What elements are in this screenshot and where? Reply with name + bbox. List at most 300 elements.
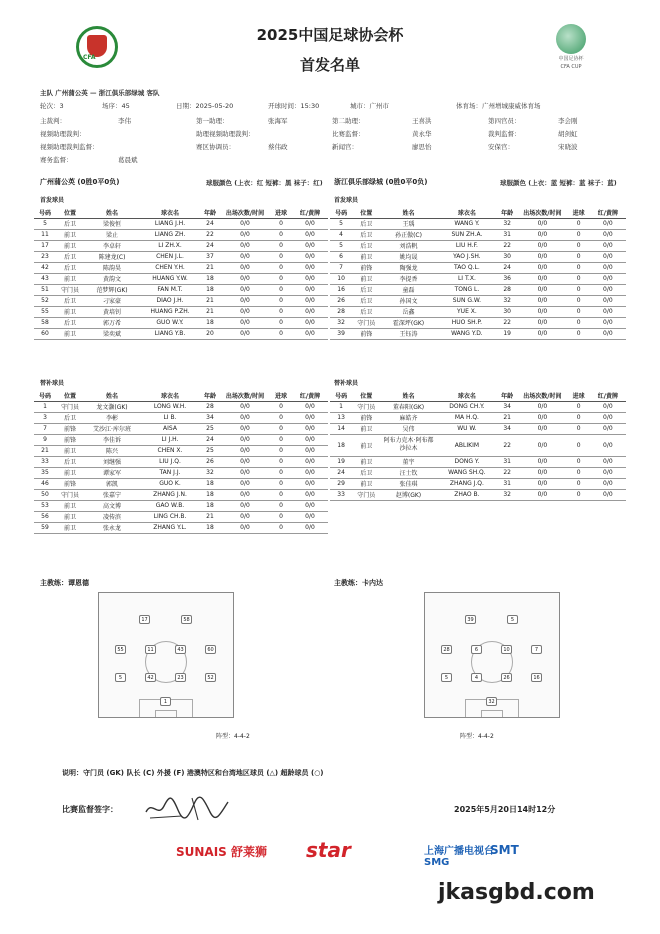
table-cell: 50 (34, 489, 56, 500)
player-shirt-icon: 16 (531, 673, 542, 682)
ref-assessor-label: 裁判监督： (488, 130, 521, 138)
player-shirt-icon: 60 (205, 645, 216, 654)
table-cell: 0/0 (517, 218, 567, 229)
match-ops: 葛晨斌 (118, 156, 138, 164)
table-cell: 24 (200, 240, 220, 251)
column-header: 位置 (352, 207, 380, 218)
table-cell: 黄韵文 (84, 273, 140, 284)
table-cell: 30 (497, 251, 517, 262)
table-cell: 0 (270, 262, 292, 273)
security-officer-label: 安保官： (488, 143, 514, 151)
table-cell: 刘继强 (84, 456, 140, 467)
table-cell: 4 (330, 229, 352, 240)
table-cell: 张嘉宁 (84, 489, 140, 500)
table-cell: 0 (270, 500, 292, 511)
table-cell: 前卫 (56, 445, 84, 456)
table-cell: 梁奕斌 (84, 328, 140, 339)
page-subtitle: 首发名单 (299, 56, 360, 74)
table-cell: 前卫 (56, 229, 84, 240)
table-cell: 22 (497, 317, 517, 328)
player-shirt-icon: 28 (441, 645, 452, 654)
table-row (330, 273, 626, 284)
ar1-label: 第一助理： (196, 117, 229, 125)
table-cell: 汪士钦 (380, 467, 436, 478)
table-cell: CHEN X. (140, 445, 200, 456)
table-cell: 后卫 (56, 412, 84, 423)
table-cell: 25 (200, 423, 220, 434)
table-cell: 21 (200, 262, 220, 273)
table-cell: 前锋 (352, 262, 380, 273)
table-cell: DONG CH.Y. (437, 401, 497, 412)
player-shirt-icon: 17 (139, 615, 150, 624)
table-row (34, 328, 328, 339)
table-cell: 刘浩帆 (380, 240, 436, 251)
fourth-official: 李会刚 (558, 117, 578, 125)
table-cell: 0 (568, 489, 590, 500)
table-cell: 0/0 (220, 467, 270, 478)
table-cell: 0 (270, 251, 292, 262)
table-cell: 32 (497, 295, 517, 306)
column-header: 球衣名 (140, 207, 200, 218)
away-team-name: 浙江俱乐部绿城 (0胜0平0负) (334, 178, 428, 186)
table-cell: 麻皓齐 (380, 412, 436, 423)
table-cell: LIU J.Q. (140, 456, 200, 467)
player-shirt-icon: 43 (175, 645, 186, 654)
table-cell: 0/0 (292, 434, 328, 445)
table-cell: 前卫 (352, 251, 380, 262)
table-cell: 0/0 (590, 229, 626, 240)
table-cell: 0/0 (292, 328, 328, 339)
table-cell: 霍深坪(GK) (380, 317, 436, 328)
table-cell: LIU H.F. (437, 240, 497, 251)
table-row (330, 251, 626, 262)
table-cell: 0 (568, 306, 590, 317)
column-header: 号码 (330, 390, 352, 401)
column-header: 进球 (270, 207, 292, 218)
player-shirt-icon: 7 (531, 645, 542, 654)
table-cell: HUANG Y.W. (140, 273, 200, 284)
column-header: 号码 (34, 390, 56, 401)
table-cell: 0/0 (292, 401, 328, 412)
table-row (34, 251, 328, 262)
table-cell: 55 (34, 306, 56, 317)
column-header: 红/黄牌 (590, 390, 626, 401)
table-cell: LI B. (140, 412, 200, 423)
table-cell: 0/0 (590, 251, 626, 262)
table-cell: 0/0 (590, 456, 626, 467)
table-cell: 0/0 (517, 273, 567, 284)
home-subs-label: 替补球员 (40, 380, 65, 387)
table-cell: 0/0 (292, 240, 328, 251)
table-cell: 33 (330, 489, 352, 500)
table-cell: 18 (200, 489, 220, 500)
table-cell: 0/0 (517, 489, 567, 500)
column-header: 出场次数/时间 (517, 390, 567, 401)
column-header: 球衣名 (437, 207, 497, 218)
player-shirt-icon: 4 (471, 673, 482, 682)
table-cell: 阿布力克木·阿布都沙拉木 (380, 434, 436, 456)
table-row (34, 306, 328, 317)
ar1: 张海军 (268, 117, 288, 125)
table-cell: 守门员 (56, 489, 84, 500)
table-cell: 姚均晟 (380, 251, 436, 262)
table-cell: 守门员 (56, 401, 84, 412)
table-row (34, 401, 328, 412)
table-cell: 0/0 (292, 251, 328, 262)
table-cell: 0 (270, 489, 292, 500)
table-cell: 0 (568, 251, 590, 262)
table-cell: 守门员 (56, 284, 84, 295)
table-cell: 18 (200, 478, 220, 489)
table-cell: 前锋 (352, 328, 380, 339)
table-cell: 18 (200, 273, 220, 284)
table-row (330, 295, 626, 306)
table-cell: 43 (34, 273, 56, 284)
table-cell: 0/0 (220, 218, 270, 229)
table-cell: 张佳琪 (380, 478, 436, 489)
table-cell: 前卫 (56, 306, 84, 317)
table-cell: 后卫 (352, 229, 380, 240)
table-cell: 0 (568, 317, 590, 328)
table-cell: 3 (34, 412, 56, 423)
table-cell: 32 (200, 467, 220, 478)
table-cell: 0/0 (590, 467, 626, 478)
table-cell: 0/0 (517, 284, 567, 295)
table-cell: 0/0 (292, 423, 328, 434)
table-cell: 0/0 (517, 412, 567, 423)
column-header: 出场次数/时间 (517, 207, 567, 218)
table-cell: 0/0 (292, 262, 328, 273)
sponsor-smt: SMT (490, 843, 519, 857)
table-cell: 37 (200, 251, 220, 262)
table-cell: 0 (270, 284, 292, 295)
table-cell: AISA (140, 423, 200, 434)
table-cell: 0 (270, 328, 292, 339)
table-cell: 0/0 (590, 489, 626, 500)
table-cell: 艾沙江·库尔班 (84, 423, 140, 434)
table-cell: 后卫 (352, 240, 380, 251)
table-cell: SUN ZH.A. (437, 229, 497, 240)
table-row (330, 218, 626, 229)
table-cell: 56 (34, 511, 56, 522)
table-cell: 0 (270, 295, 292, 306)
table-cell: 13 (330, 412, 352, 423)
table-cell: GUO W.Y. (140, 317, 200, 328)
table-cell: LIANG J.H. (140, 218, 200, 229)
venue-coord-label: 赛区协调员： (196, 143, 235, 151)
supervisor-label: 比赛监督： (332, 130, 365, 138)
table-row (34, 423, 328, 434)
table-cell: 黄培钊 (84, 306, 140, 317)
table-cell: 0/0 (292, 229, 328, 240)
table-cell: 0/0 (517, 401, 567, 412)
table-cell: 0 (270, 478, 292, 489)
table-cell: GAO W.B. (140, 500, 200, 511)
city: 城市：广州市 (350, 102, 389, 110)
away-starters-table (330, 207, 626, 340)
table-cell: 0/0 (517, 251, 567, 262)
table-cell: 陈兴 (84, 445, 140, 456)
column-header: 年龄 (497, 390, 517, 401)
table-row (34, 262, 328, 273)
home-coach-name: 谭恩德 (68, 579, 89, 587)
away-coach-name: 卡内达 (362, 579, 383, 587)
table-cell: 刁家豪 (84, 295, 140, 306)
table-cell: 董宇 (380, 456, 436, 467)
table-cell: 0 (270, 511, 292, 522)
table-cell: LIANG Y.B. (140, 328, 200, 339)
column-header: 姓名 (84, 207, 140, 218)
table-cell: 前卫 (56, 467, 84, 478)
table-cell: 22 (200, 229, 220, 240)
table-cell: 梁止 (84, 229, 140, 240)
cup-logo-text-cn: 中国足协杯 (558, 56, 584, 62)
table-cell: 前卫 (352, 423, 380, 434)
table-cell: 0/0 (292, 522, 328, 533)
table-cell: 5 (34, 218, 56, 229)
table-cell: 0 (270, 445, 292, 456)
player-shirt-icon: 42 (145, 673, 156, 682)
table-cell: ZHAO B. (437, 489, 497, 500)
supervisor-signature-label: 比赛监督签字： (62, 805, 118, 814)
table-cell: 21 (497, 412, 517, 423)
table-row (330, 328, 626, 339)
table-cell: 0/0 (292, 500, 328, 511)
table-row (34, 412, 328, 423)
table-cell: 0/0 (220, 489, 270, 500)
column-header: 红/黄牌 (292, 207, 328, 218)
venue-coord: 蔡伟政 (268, 143, 288, 151)
table-cell: 0/0 (590, 240, 626, 251)
table-cell: 34 (497, 401, 517, 412)
table-cell: ZHANG J.Q. (437, 478, 497, 489)
table-cell: 0/0 (590, 317, 626, 328)
table-cell: 0/0 (517, 328, 567, 339)
table-cell: 0/0 (517, 456, 567, 467)
table-cell: 0/0 (292, 284, 328, 295)
table-cell: TONG L. (437, 284, 497, 295)
table-cell: 19 (330, 456, 352, 467)
player-shirt-icon: 5 (115, 673, 126, 682)
table-cell: 18 (200, 284, 220, 295)
table-cell: 0/0 (220, 478, 270, 489)
table-cell: ABLIKIM (437, 434, 497, 456)
signature-time: 2025年5月20日14时12分 (454, 805, 556, 814)
table-cell: 0 (270, 306, 292, 317)
table-cell: 0/0 (292, 412, 328, 423)
table-cell: 32 (330, 317, 352, 328)
table-cell: 0 (270, 240, 292, 251)
table-cell: 17 (34, 240, 56, 251)
home-starters-label: 首发球员 (40, 197, 65, 204)
sponsor-sunais: SUNAIS 舒莱狮 (176, 845, 268, 859)
table-cell: 0/0 (590, 273, 626, 284)
table-cell: 31 (497, 478, 517, 489)
table-cell: 后卫 (56, 251, 84, 262)
table-cell: 22 (497, 434, 517, 456)
table-cell: 范梦辉(GK) (84, 284, 140, 295)
table-cell: 童磊 (380, 284, 436, 295)
table-cell: 龙文灏(GK) (84, 401, 140, 412)
column-header: 年龄 (200, 390, 220, 401)
player-shirt-icon: 58 (181, 615, 192, 624)
table-cell: TAN J.J. (140, 467, 200, 478)
table-cell: 王钰涛 (380, 328, 436, 339)
table-cell: 60 (34, 328, 56, 339)
table-row (330, 240, 626, 251)
table-cell: WANG SH.Q. (437, 467, 497, 478)
table-cell: 凌传滨 (84, 511, 140, 522)
column-header: 号码 (34, 207, 56, 218)
table-cell: 1 (330, 401, 352, 412)
table-cell: HUANG P.ZH. (140, 306, 200, 317)
away-subs-table (330, 390, 626, 501)
table-cell: 0 (568, 295, 590, 306)
table-cell: 10 (330, 273, 352, 284)
table-cell: TAO Q.L. (437, 262, 497, 273)
legend-note: 说明：守门员 (GK) 队长 (C) 外援 (F) 港澳特区和台湾地区球员 (△) 超龄球员 (○) (62, 769, 324, 777)
table-cell: 18 (200, 500, 220, 511)
player-shirt-icon: 55 (115, 645, 126, 654)
table-cell: 前卫 (56, 240, 84, 251)
table-row (34, 445, 328, 456)
table-row (34, 284, 328, 295)
table-cell: 陶强龙 (380, 262, 436, 273)
table-cell: 前卫 (56, 500, 84, 511)
table-cell: 0/0 (292, 478, 328, 489)
table-cell: 李卓轩 (84, 240, 140, 251)
table-cell: 0/0 (517, 317, 567, 328)
logo-text: CFA (83, 54, 96, 61)
away-kit: 球服颜色 (上衣：蓝 短裤：蓝 袜子：蓝) (500, 179, 617, 187)
table-cell: 0/0 (590, 478, 626, 489)
table-cell: YAO J.SH. (437, 251, 497, 262)
table-cell: 岳鑫 (380, 306, 436, 317)
column-header: 出场次数/时间 (220, 390, 270, 401)
table-cell: 29 (330, 478, 352, 489)
table-cell: 李彬 (84, 412, 140, 423)
table-cell: 0/0 (220, 328, 270, 339)
table-cell: 前锋 (56, 434, 84, 445)
home-formation-pitch (98, 592, 234, 718)
table-cell: MA H.Q. (437, 412, 497, 423)
table-cell: 王瑀 (380, 218, 436, 229)
table-cell: DONG Y. (437, 456, 497, 467)
player-shirt-icon: 11 (145, 645, 156, 654)
table-cell: 0/0 (292, 218, 328, 229)
table-cell: LI J.H. (140, 434, 200, 445)
table-cell: 25 (200, 445, 220, 456)
table-header-row (34, 390, 328, 401)
table-cell: 吴伟 (380, 423, 436, 434)
table-cell: 0 (568, 412, 590, 423)
table-cell: 0 (568, 273, 590, 284)
table-cell: 0 (270, 401, 292, 412)
goal-box (481, 710, 503, 717)
table-cell: 0 (568, 434, 590, 456)
table-cell: CHEN J.L. (140, 251, 200, 262)
table-cell: 0/0 (292, 306, 328, 317)
table-cell: LI T.X. (437, 273, 497, 284)
table-cell: 0 (270, 522, 292, 533)
table-row (330, 467, 626, 478)
table-cell: 0/0 (517, 306, 567, 317)
table-header-row (34, 207, 328, 218)
table-row (330, 317, 626, 328)
table-cell: 32 (497, 218, 517, 229)
sponsor-smg: 上海广播电视台 SMG (424, 846, 494, 868)
table-cell: 0 (568, 423, 590, 434)
table-cell: 0/0 (517, 434, 567, 456)
table-cell: 0 (568, 328, 590, 339)
table-cell: 7 (34, 423, 56, 434)
table-cell: 31 (497, 456, 517, 467)
table-cell: 孙国文 (380, 295, 436, 306)
table-cell: 0 (568, 229, 590, 240)
table-cell: 后卫 (352, 467, 380, 478)
table-cell: 7 (330, 262, 352, 273)
table-cell: 0 (270, 229, 292, 240)
table-row (330, 489, 626, 500)
player-shirt-icon: 10 (501, 645, 512, 654)
table-cell: 李提香 (380, 273, 436, 284)
table-cell: 0/0 (220, 412, 270, 423)
table-cell: 0 (568, 240, 590, 251)
table-cell: 28 (330, 306, 352, 317)
away-coach-label: 主教练： (334, 579, 362, 587)
table-cell: 梁俊恒 (84, 218, 140, 229)
table-cell: 33 (34, 456, 56, 467)
table-cell: 0 (270, 456, 292, 467)
table-cell: HUO SH.P. (437, 317, 497, 328)
table-cell: 0/0 (292, 467, 328, 478)
table-cell: 0/0 (220, 401, 270, 412)
table-cell: 0/0 (590, 284, 626, 295)
table-cell: 0/0 (220, 251, 270, 262)
away-subs-label: 替补球员 (334, 380, 359, 387)
kickoff-time: 开球时间：15:30 (268, 102, 320, 110)
table-cell: 32 (497, 489, 517, 500)
table-row (330, 306, 626, 317)
table-row (34, 240, 328, 251)
table-cell: 24 (200, 434, 220, 445)
avar-label: 助理视频助理裁判： (196, 130, 255, 138)
teams-line: 主队 广州蒲公英 — 浙江俱乐部绿城 客队 (40, 89, 160, 97)
table-row (330, 229, 626, 240)
table-cell: 0/0 (590, 295, 626, 306)
table-row (34, 467, 328, 478)
home-subs-table (34, 390, 328, 534)
player-shirt-icon: 23 (175, 673, 186, 682)
table-cell: 张永龙 (84, 522, 140, 533)
table-cell: CHEN Y.H. (140, 262, 200, 273)
table-cell: 前卫 (56, 273, 84, 284)
table-cell: 0/0 (292, 456, 328, 467)
table-cell: 59 (34, 522, 56, 533)
table-cell: 李佳诉 (84, 434, 140, 445)
table-cell: LING CH.B. (140, 511, 200, 522)
table-cell: 0/0 (220, 522, 270, 533)
table-cell: 21 (200, 511, 220, 522)
table-cell: 郭万希 (84, 317, 140, 328)
table-cell: 前锋 (56, 478, 84, 489)
table-row (330, 478, 626, 489)
home-team-name: 广州蒲公英 (0胜0平0负) (40, 178, 120, 186)
table-header-row (330, 390, 626, 401)
table-row (34, 511, 328, 522)
table-cell: 51 (34, 284, 56, 295)
player-shirt-icon: 52 (205, 673, 216, 682)
